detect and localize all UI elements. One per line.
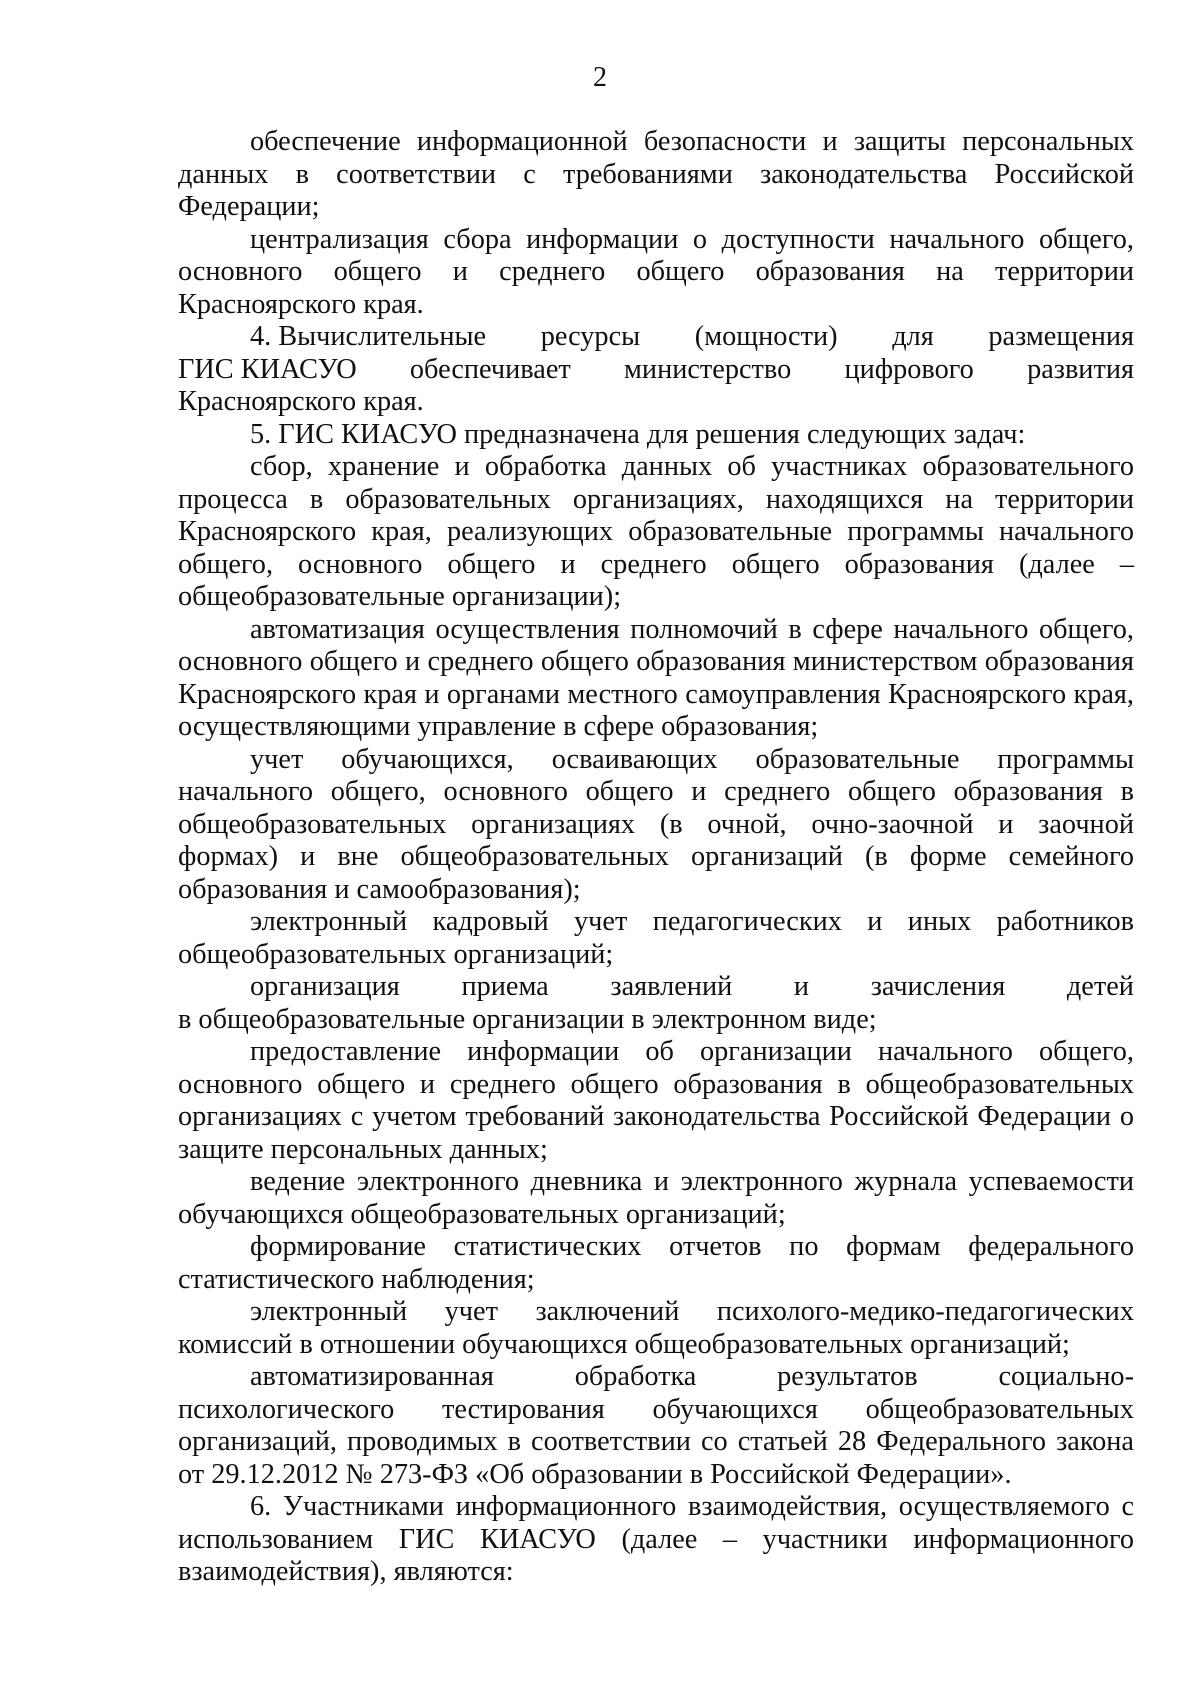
paragraph-participants: 6. Участниками информационного взаимодействия, осуществляемого с использованием ГИС КИАСУО (далее – участники информационного взаимодействия), являются: [178, 1491, 1134, 1587]
word: и [793, 971, 810, 1002]
word: для [892, 321, 934, 352]
text-line [178, 971, 1134, 1004]
paragraph-hr-records: электронный кадровый учет педагогических и иных работников общеобразовательных организаций; [178, 906, 1134, 970]
paragraph-commission-records [178, 1296, 1134, 1361]
paragraph-enrollment [178, 971, 1134, 1036]
word: результатов [777, 1361, 918, 1392]
word: автоматизированная [250, 1361, 494, 1392]
paragraph-continuation: в общеобразовательные организации в электронном виде; [178, 1003, 877, 1035]
paragraph-electronic-diary: ведение электронного дневника и электронного журнала успеваемости обучающихся общеобразовательных организаций; [178, 1166, 1134, 1230]
text-line [178, 1296, 1134, 1329]
paragraph-tasks-intro: 5. ГИС КИАСУО предназначена для решения следующих задач: [250, 418, 1026, 450]
paragraph-student-records: учет обучающихся, осваивающих образовательные программы начального общего, основного общего и среднего общего образования в общеобразовательных организациях (в очной, очно-заочной и заочной формах) и вне общеобразовательных организаций (в форме семейного образования и самообразования); [178, 743, 1134, 905]
paragraph-statistical-reports: формирование статистических отчетов по формам федерального статистического наблюдения; [178, 1231, 1134, 1295]
word: ГИС КИАСУО [178, 353, 357, 385]
paragraph-continuation: комиссий в отношении обучающихся общеобразовательных организаций; [178, 1328, 1070, 1360]
paragraph-information-provision: предоставление информации об организации начального общего, основного общего и среднего общего образования в общеобразовательных организациях с учетом требований законодательства Российской Федерации о защите персональных данных; [178, 1036, 1134, 1165]
word: психолого-медико-педагогических [716, 1296, 1134, 1327]
paragraph-continuation: организаций, проводимых в соответствии со статьей 28 Федерального закона от 29.12.2012 № 273-ФЗ «Об образовании в Российской Федерации». [178, 1426, 1134, 1490]
word: обеспечивает [409, 353, 571, 385]
text-line [178, 1361, 1134, 1394]
word: заявлений [610, 971, 733, 1002]
word: цифрового [844, 353, 974, 385]
paragraph-testing-processing [178, 1361, 1134, 1491]
word: ресурсы [540, 321, 641, 352]
word: электронный [250, 1296, 408, 1327]
word: психологического [178, 1393, 395, 1425]
paragraph-security: обеспечение информационной безопасности и защиты персональных данных в соответствии с требованиями законодательства Российской Федерации; [178, 126, 1134, 222]
word: приема [461, 971, 549, 1002]
word: учет [444, 1296, 498, 1327]
word: тестирования [441, 1393, 605, 1425]
paragraph-centralization: централизация сбора информации о доступности начального общего, основного общего и среднего общего образования на территории Красноярского края. [178, 223, 1134, 320]
word: общеобразовательных [865, 1393, 1134, 1425]
word: (мощности) [694, 321, 838, 352]
word: обработка [574, 1361, 697, 1392]
paragraph-data-collection: сбор, хранение и обработка данных об участниках образовательного процесса в образовательных организациях, находящихся на территории Красноярского края, реализующих образовательные программы начального общего, основного общего и среднего общего образования (далее – общеобразовательные организации); [178, 451, 1134, 612]
word: обучающихся [652, 1393, 818, 1425]
paragraph-computing-resources [178, 321, 1134, 419]
paragraph-continuation: Красноярского края. [178, 386, 424, 417]
text-line [178, 1394, 1134, 1427]
word: размещения [988, 321, 1134, 352]
document-body [178, 126, 1134, 1589]
text-line [178, 321, 1134, 354]
page-number: 2 [593, 62, 607, 93]
word: организация [250, 971, 400, 1002]
paragraph-automation: автоматизация осуществления полномочий в сфере начального общего, основного общего и среднего общего образования министерством образования Красноярского края и органами местного самоуправления Красноярского края, осуществляющими управление в сфере образования; [178, 613, 1134, 742]
word: детей [1066, 971, 1134, 1002]
word: развития [1027, 353, 1134, 385]
word: социально- [998, 1361, 1134, 1392]
word: 4. Вычислительные [250, 321, 487, 352]
word: заключений [535, 1296, 680, 1327]
word: министерство [624, 353, 792, 385]
word: зачисления [870, 971, 1006, 1002]
text-line [178, 354, 1134, 387]
